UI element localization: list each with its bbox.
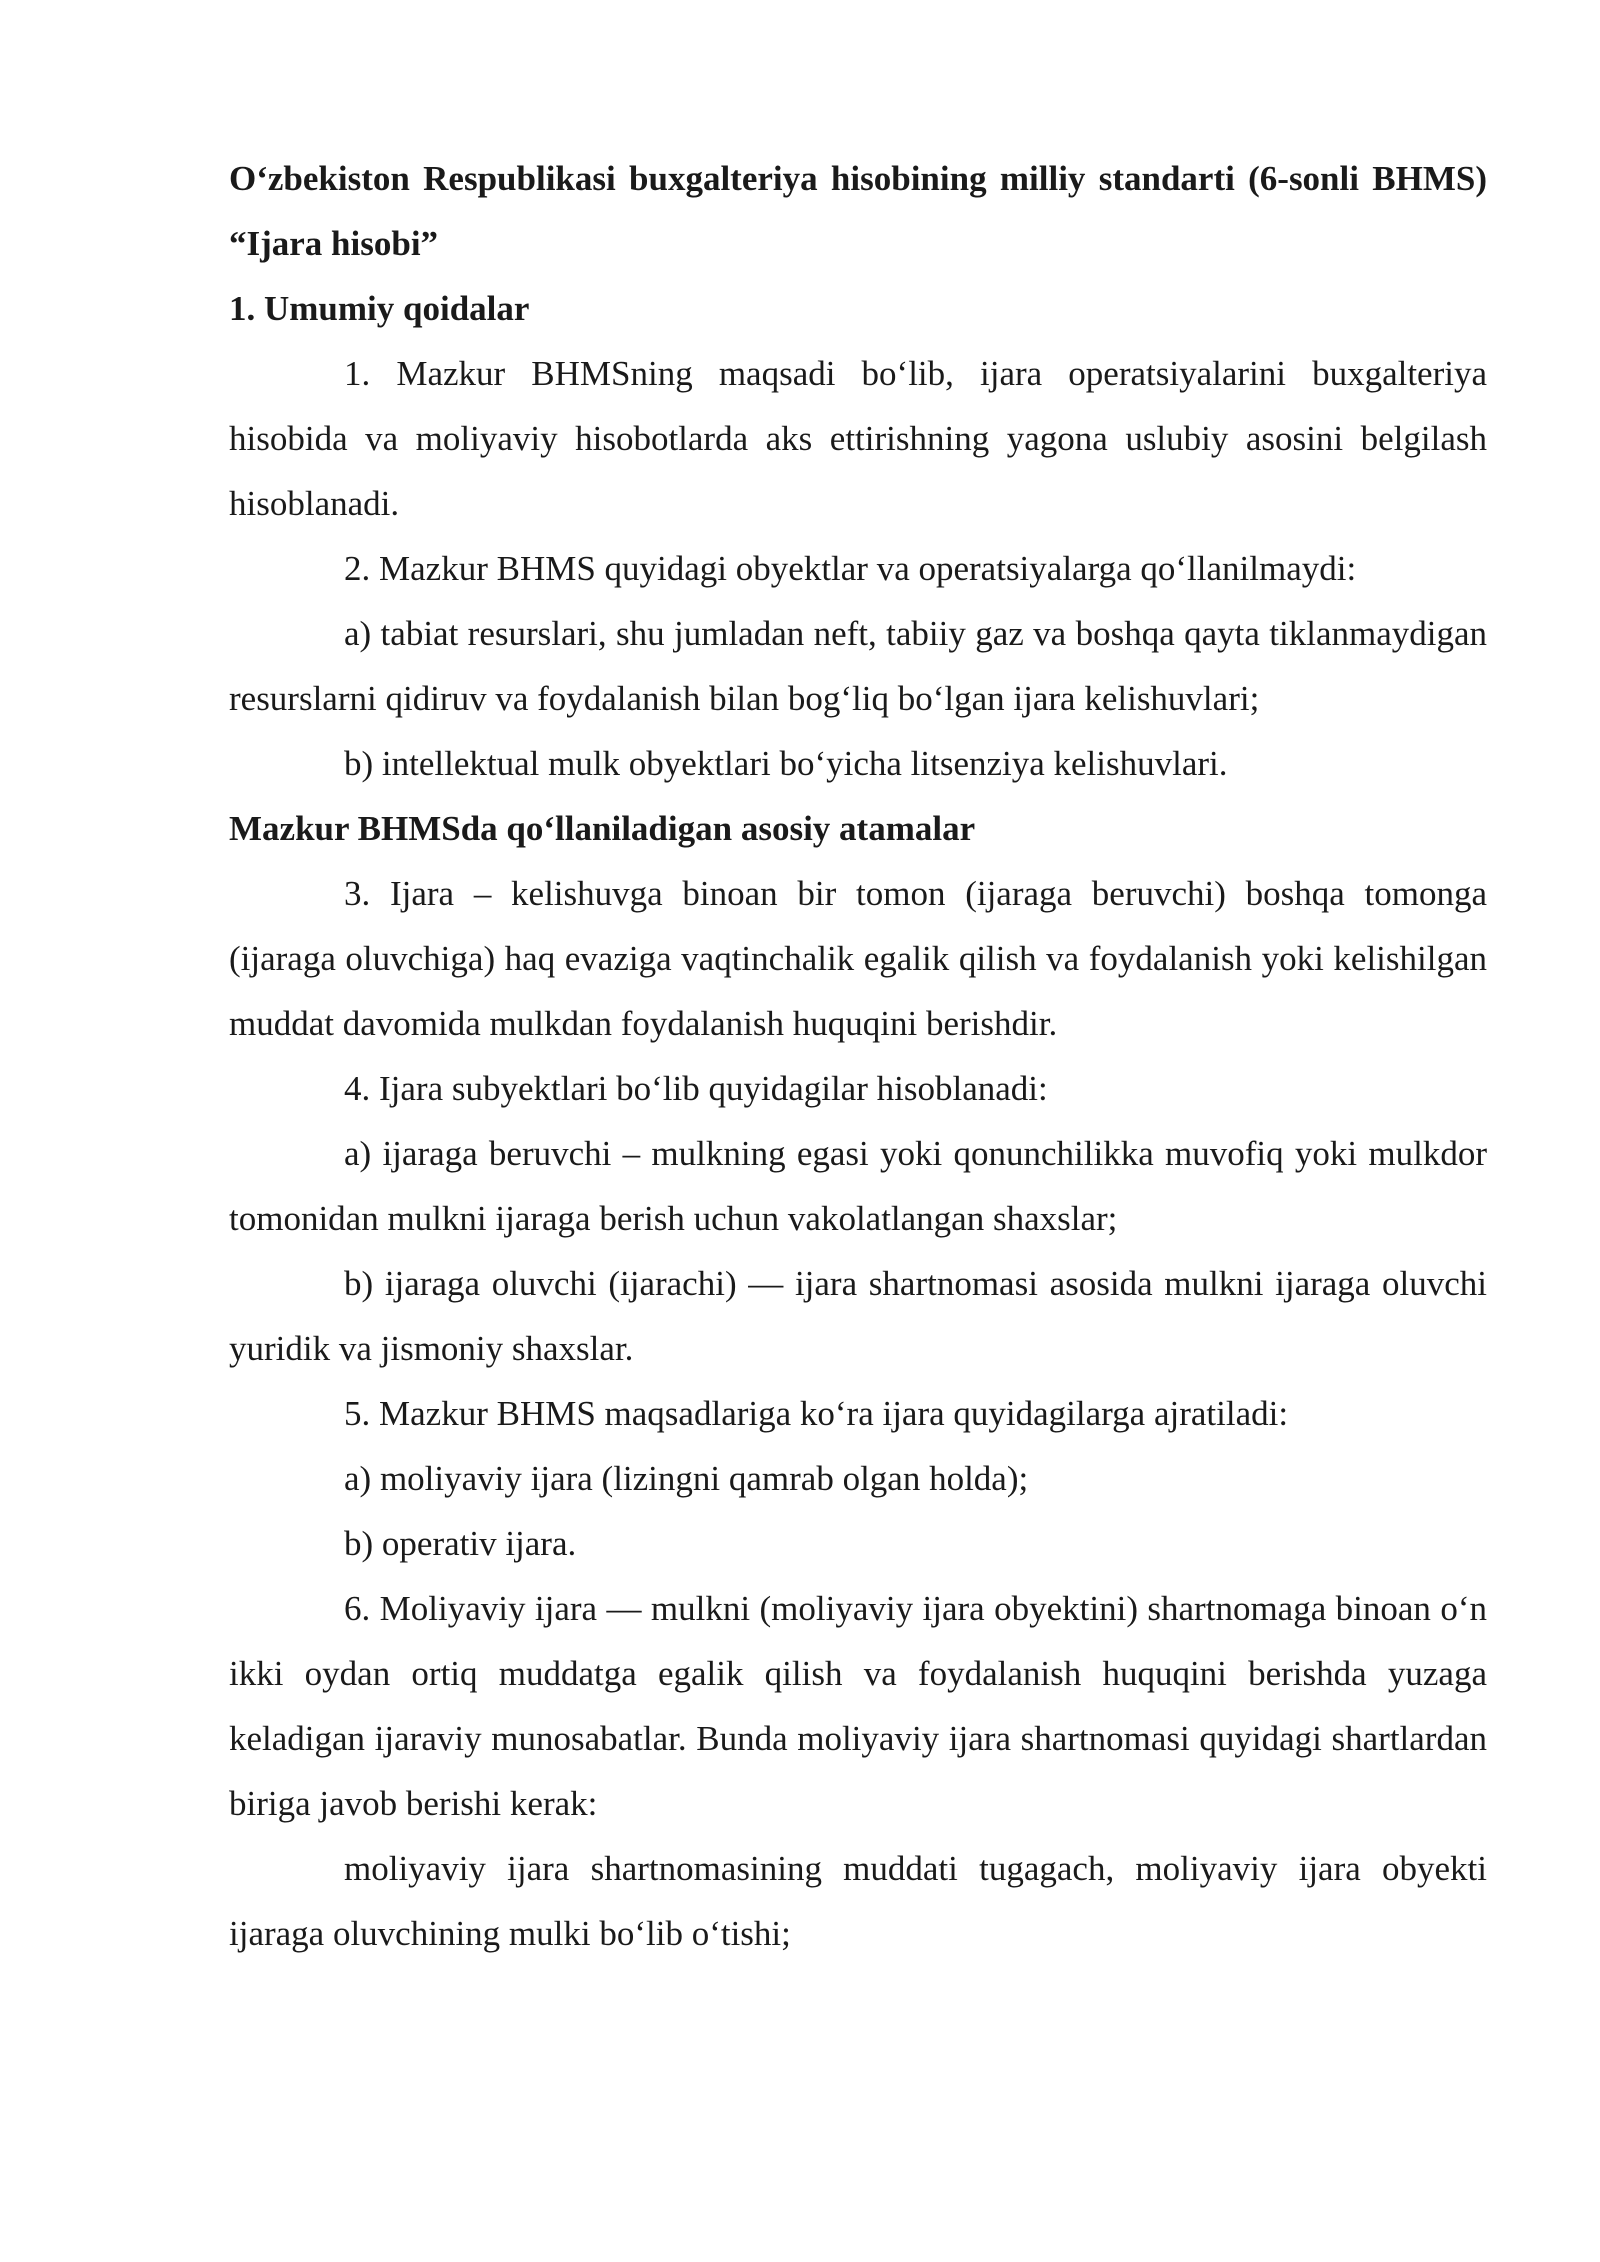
- paragraph-5a: a) moliyaviy ijara (lizingni qamrab olgan holda);: [344, 1459, 1029, 1498]
- paragraph-4: 4. Ijara subyektlari bo‘lib quyidagilar hisoblanadi:: [344, 1069, 1048, 1108]
- paragraph-4a: a) ijaraga beruvchi – mulkning egasi yoki qonunchilikka muvofiq yoki mulkdor tomonidan mulkni ijaraga berish uchun vakolatlangan shaxslar;: [229, 1134, 1487, 1238]
- paragraph-5b: b) operativ ijara.: [344, 1524, 577, 1563]
- paragraph-3: 3. Ijara – kelishuvga binoan bir tomon (ijaraga beruvchi) boshqa tomonga (ijaraga oluvchiga) haq evaziga vaqtinchalik egalik qilish va foydalanish yoki kelishilgan muddat davomida mulkdan foydalanish huquqini berishdir.: [229, 874, 1487, 1043]
- section-heading-general-rules: 1. Umumiy qoidalar: [229, 289, 530, 328]
- paragraph-2b: b) intellektual mulk obyektlari bo‘yicha litsenziya kelishuvlari.: [344, 744, 1228, 783]
- document-title: O‘zbekiston Respublikasi buxgalteriya hisobining milliy standarti (6-sonli BHMS) “Ijara hisobi”: [229, 159, 1487, 263]
- paragraph-2: 2. Mazkur BHMS quyidagi obyektlar va operatsiyalarga qo‘llanilmaydi:: [344, 549, 1357, 588]
- paragraph-6-condition: moliyaviy ijara shartnomasining muddati tugagach, moliyaviy ijara obyekti ijaraga oluvchining mulki bo‘lib o‘tishi;: [229, 1849, 1487, 1953]
- section-heading-terms: Mazkur BHMSda qo‘llaniladigan asosiy atamalar: [229, 809, 976, 848]
- paragraph-1: 1. Mazkur BHMSning maqsadi bo‘lib, ijara operatsiyalarini buxgalteriya hisobida va moliyaviy hisobotlarda aks ettirishning yagona uslubiy asosini belgilash hisoblanadi.: [229, 354, 1487, 523]
- paragraph-4b: b) ijaraga oluvchi (ijarachi) — ijara shartnomasi asosida mulkni ijaraga oluvchi yuridik va jismoniy shaxslar.: [229, 1264, 1487, 1368]
- paragraph-5: 5. Mazkur BHMS maqsadlariga ko‘ra ijara quyidagilarga ajratiladi:: [344, 1394, 1289, 1433]
- document-page: [229, 146, 1487, 1966]
- paragraph-6: 6. Moliyaviy ijara — mulkni (moliyaviy ijara obyektini) shartnomaga binoan o‘n ikki oydan ortiq muddatga egalik qilish va foydalanish huquqini berishda yuzaga keladigan ijaraviy munosabatlar. Bunda moliyaviy ijara shartnomasi quyidagi shartlardan biriga javob berishi kerak:: [229, 1589, 1487, 1823]
- paragraph-2a: a) tabiat resurslari, shu jumladan neft, tabiiy gaz va boshqa qayta tiklanmaydigan resurslarni qidiruv va foydalanish bilan bog‘liq bo‘lgan ijara kelishuvlari;: [229, 614, 1487, 718]
